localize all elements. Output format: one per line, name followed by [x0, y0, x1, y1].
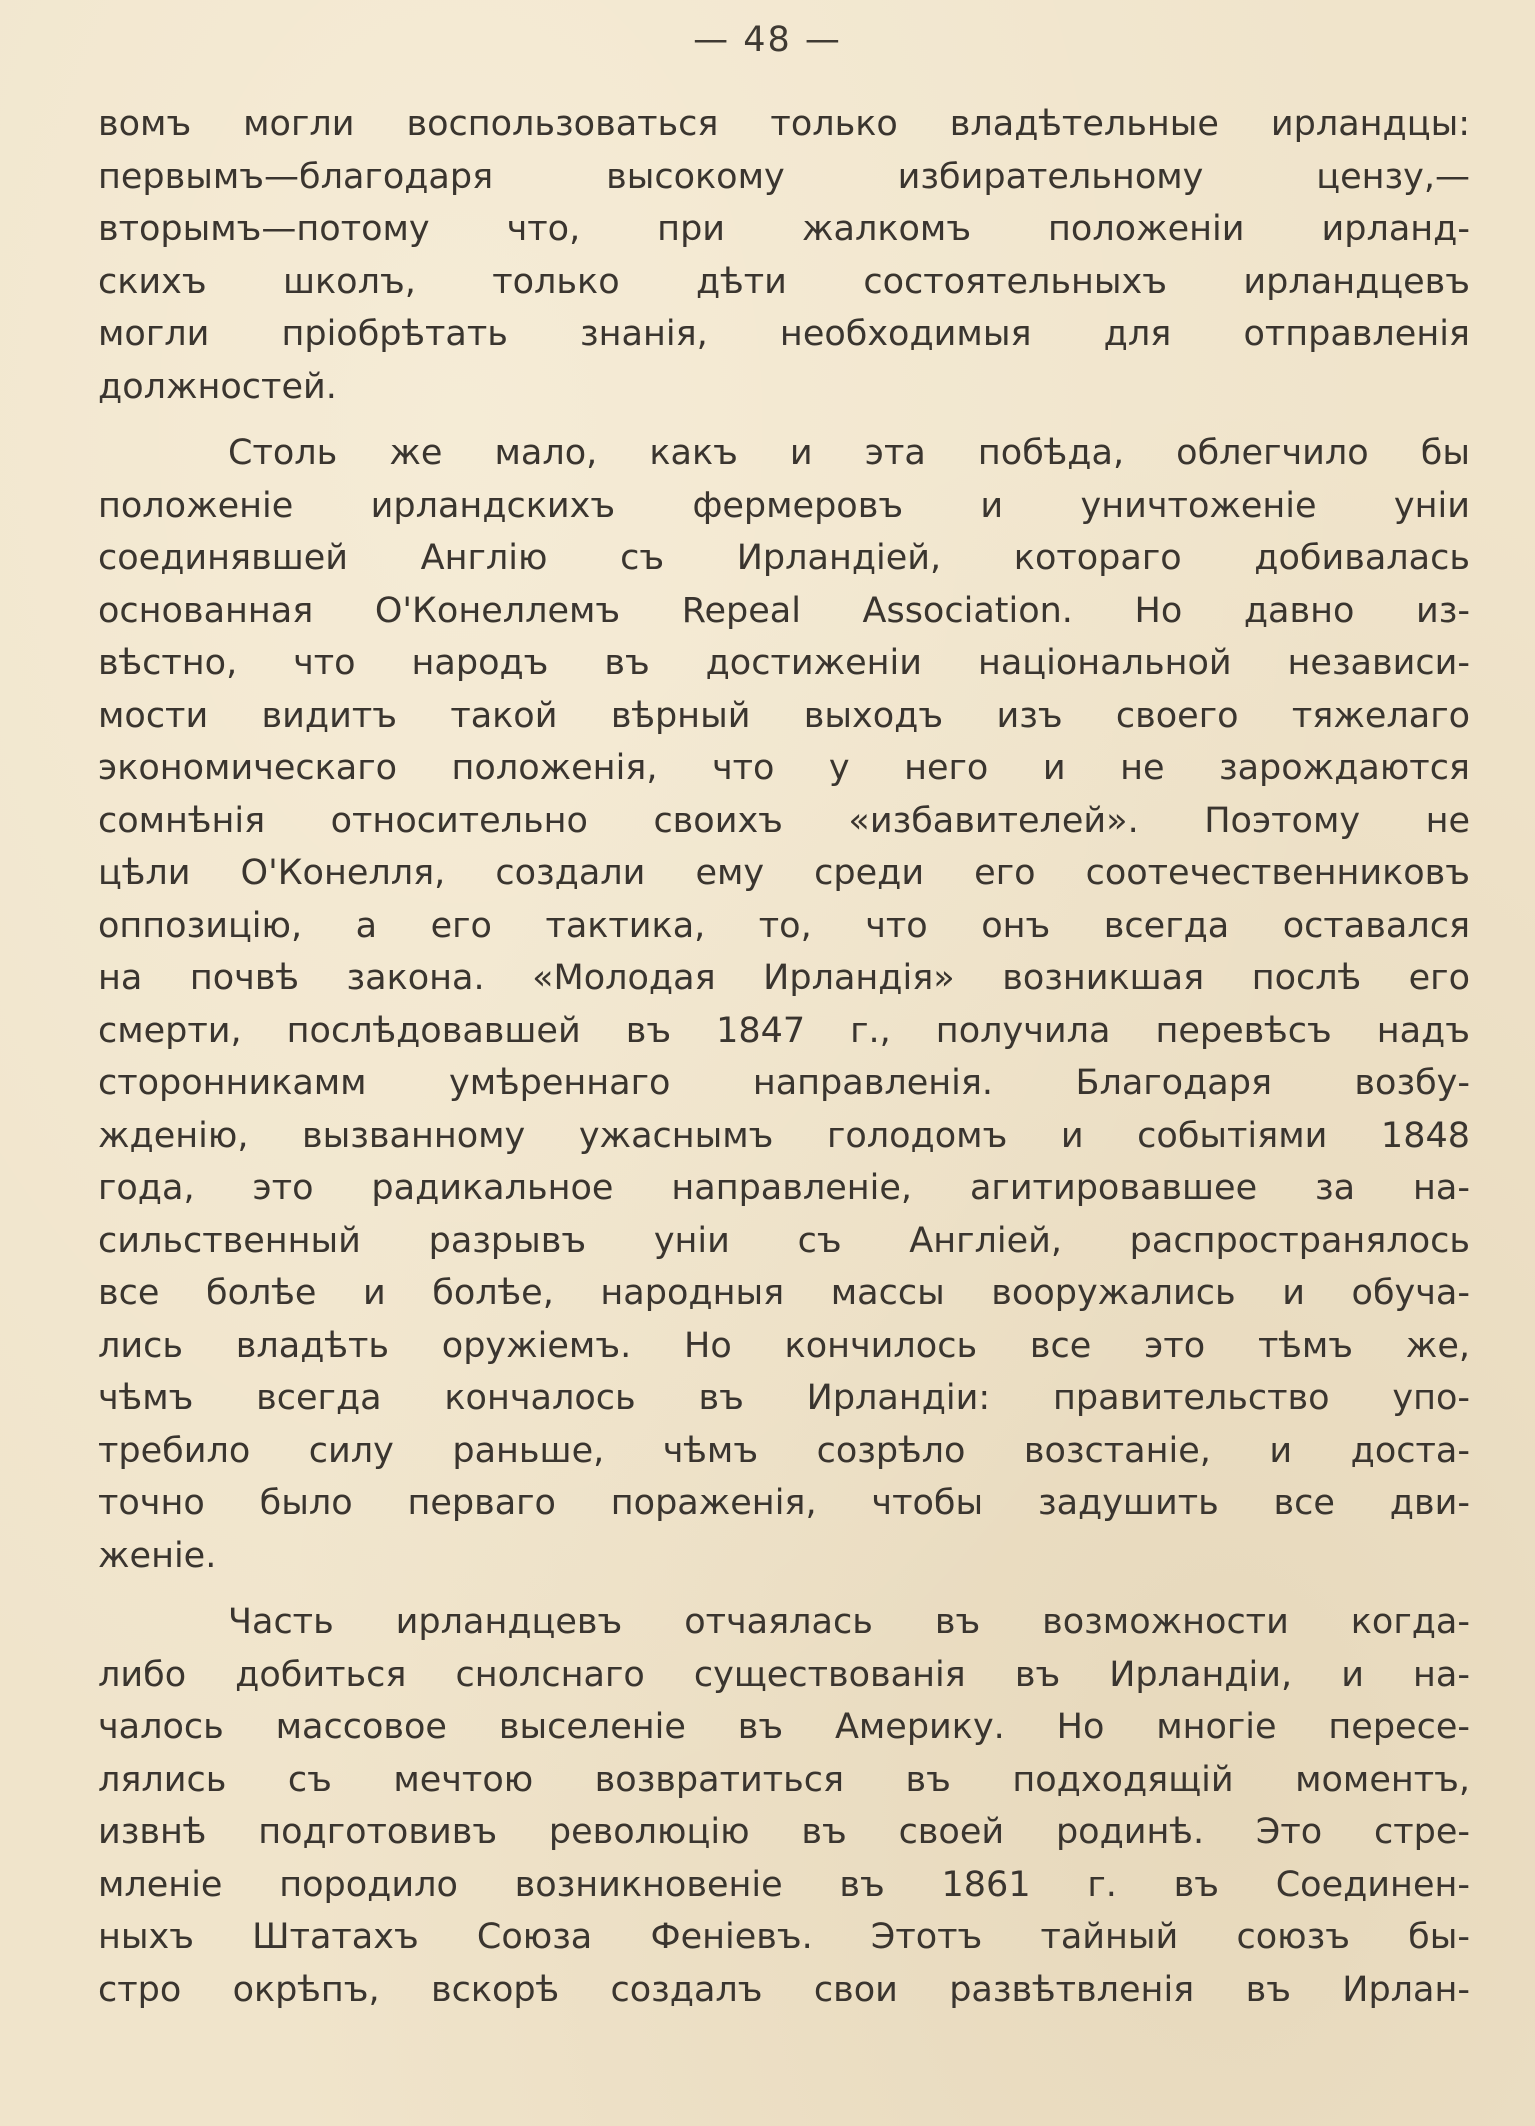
text-line: на почвѣ закона. «Молодая Ирландiя» возникшая послѣ его: [98, 958, 1470, 998]
text-line: соединявшей Англiю съ Ирландiей, котораго добивалась: [98, 538, 1470, 578]
text-line: положенiе ирландскихъ фермеровъ и уничтоженiе унiи: [98, 485, 1470, 526]
text-line: цѣли О'Конелля, создали ему среди его соотечественниковъ: [98, 853, 1470, 893]
text-line: лись владѣть оружiемъ. Но кончилось все это тѣмъ же,: [98, 1325, 1470, 1366]
text-line: могли прiобрѣтать знанiя, необходимыя для отправленiя: [98, 314, 1470, 354]
text-line: вѣстно, что народъ въ достиженiи нацiональной независи-: [98, 643, 1470, 683]
paragraph-2: [98, 427, 1470, 1582]
text-line: точно было перваго пораженiя, чтобы задушить все дви-: [98, 1483, 1470, 1523]
page-number: — 48 —: [693, 20, 842, 60]
text-line: либо добиться снолснаго существованiя въ Ирландiи, и на-: [98, 1654, 1470, 1695]
text-line: стро окрѣпъ, вскорѣ создалъ свои развѣтвленiя въ Ирлан-: [98, 1969, 1470, 2010]
text-line: Часть ирландцевъ отчаялась въ возможности когда-: [228, 1602, 1470, 1642]
text-line: чалось массовое выселенiе въ Америку. Но многiе пересе-: [98, 1707, 1470, 1747]
text-line: мленiе породило возникновенiе въ 1861 г. въ Соединен-: [98, 1864, 1470, 1905]
paragraph-1: [98, 98, 1470, 413]
text-line: вомъ могли воспользоваться только владѣтельные ирландцы:: [98, 104, 1470, 144]
text-line: сомнѣнiя относительно своихъ «избавителей». Поэтому не: [98, 800, 1470, 841]
text-line: ныхъ Штатахъ Союза Фенiевъ. Этотъ тайный союзъ бы-: [98, 1917, 1470, 1957]
text-line: должностей.: [98, 366, 337, 407]
text-line: года, это радикальное направленiе, агитировавшее за на-: [98, 1168, 1470, 1208]
text-line: оппозицiю, а его тактика, то, что онъ всегда оставался: [98, 905, 1470, 946]
text-line: скихъ школъ, только дѣти состоятельныхъ ирландцевъ: [98, 261, 1470, 302]
text-line: мости видитъ такой вѣрный выходъ изъ своего тяжелаго: [98, 695, 1470, 736]
text-line: смерти, послѣдовавшей въ 1847 г., получила перевѣсъ надъ: [98, 1010, 1470, 1051]
text-line: вторымъ—потому что, при жалкомъ положенiи ирланд-: [98, 209, 1470, 249]
text-line: все болѣе и болѣе, народныя массы вооружались и обуча-: [98, 1273, 1470, 1313]
text-line: требило силу раньше, чѣмъ созрѣло возстанiе, и доста-: [98, 1430, 1470, 1471]
page-body-text: [98, 98, 1470, 2016]
text-line: извнѣ подготовивъ революцiю въ своей родинѣ. Это стре-: [98, 1812, 1470, 1852]
text-line: сильственный разрывъ унiи съ Англiей, распространялось: [98, 1220, 1470, 1261]
text-line: жденiю, вызванному ужаснымъ голодомъ и событiями 1848: [98, 1115, 1470, 1156]
text-line: экономическаго положенiя, что у него и не зарождаются: [98, 748, 1470, 788]
text-line: сторонникамм умѣреннаго направленiя. Благодаря возбу-: [98, 1063, 1470, 1103]
text-line: лялись съ мечтою возвратиться въ подходящiй моментъ,: [98, 1759, 1470, 1800]
text-line: Столь же мало, какъ и эта побѣда, облегчило бы: [228, 433, 1470, 473]
text-line: первымъ—благодаря высокому избирательному цензу,—: [98, 156, 1470, 197]
paragraph-3: [98, 1596, 1470, 2016]
text-line: чѣмъ всегда кончалось въ Ирландiи: правительство упо-: [98, 1378, 1470, 1418]
text-line: женiе.: [98, 1535, 217, 1576]
text-line: основанная О'Конеллемъ Repeal Association. Но давно из-: [98, 590, 1470, 631]
